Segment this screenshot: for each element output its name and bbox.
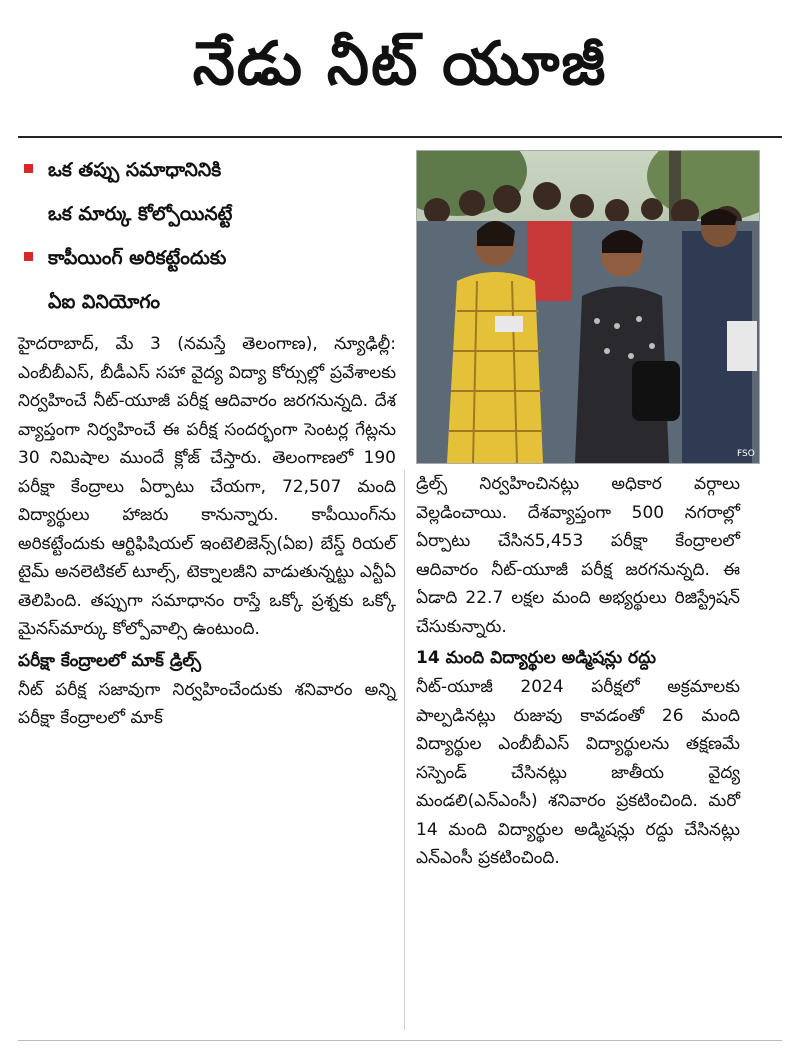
news-photo — [416, 150, 760, 464]
subheading-admissions-cancelled: 14 మంది విద్యార్థుల అడ్మిషన్లు రద్దు — [416, 648, 656, 668]
crowd-photo-illustration — [417, 151, 759, 463]
article-paragraph-3: డ్రిల్స్ నిర్వహించినట్లు అధికార వర్గాలు వెల్లడించాయి. దేశవ్యాప్తంగా 500 నగరాల్లో ఏర్పాటు చేసిన5,453 పరీక్షా కేంద్రాలలో ఆదివారం నీట్-యూజీ పరీక్ష జరగనున్నది. ఈ ఏడాది 22.7 లక్షల మంది అభ్యర్థులు రిజిస్ట్రేషన్ చేసుకున్నారు. — [416, 474, 740, 637]
highlight-1-line-1: ఒక తప్పు సమాధానినికి — [48, 159, 222, 181]
headline: నేడు నీట్ యూజీ — [192, 29, 608, 99]
article-column-right — [416, 470, 740, 873]
highlight-2-line-1: కాపీయింగ్ అరికట్టేందుకు — [48, 247, 227, 269]
bullet-square-icon — [24, 252, 33, 261]
subheading-mock-drills: పరీక్షా కేంద్రాలలో మాక్ డ్రిల్స్ — [18, 650, 202, 671]
highlight-1 — [18, 148, 408, 236]
highlight-2-line-2: ఏఐ వినియోగం — [48, 291, 161, 313]
highlight-2 — [18, 236, 408, 324]
column-divider — [404, 470, 405, 1030]
article-paragraph-1: హైదరాబాద్, మే 3 (నమస్తే తెలంగాణ), న్యూఢిల్లీ: ఎంబీబీఎస్, బీడీఎస్ సహా వైద్య విద్యా కోర్సుల్లో ప్రవేశాలకు నిర్వహించే నీట్-యూజీ పరీక్ష ఆదివారం జరగనున్నది. దేశ వ్యాప్తంగా నిర్వహించే ఈ పరీక్ష సందర్భంగా సెంటర్ల గేట్లను 30 నిమిషాల ముందే క్లోజ్ చేస్తారు. తెలంగాణలో 190 పరీక్షా కేంద్రాలు ఏర్పాటు చేయగా, 72,507 మంది విద్యార్థులు హాజరు కానున్నారు. కాపీయింగ్‌ను అరికట్టేందుకు ఆర్టిఫిషియల్ ఇంటెలిజెన్స్(ఏఐ) బేస్డ్ రియల్ టైమ్ అనలెటికల్ టూల్స్, టెక్నాలజీని వాడుతున్నట్టు ఎన్టీఏ తెలిపింది. తప్పుగా సమాధానం రాస్తే ఒక్కో ప్రశ్నకు ఒక్కో మైనస్‌మార్కు కోల్పోవాల్సి ఉంటుంది. — [18, 334, 396, 639]
highlight-1-line-2: ఒక మార్కు కోల్పోయినట్టే — [48, 203, 233, 225]
headline-rule — [18, 136, 782, 138]
article-column-left — [18, 330, 396, 733]
article-paragraph-4: నీట్-యూజీ 2024 పరీక్షలో అక్రమాలకు పాల్పడినట్లు రుజువు కావడంతో 26 మంది విద్యార్థుల ఎంబీబీఎస్ విద్యార్థులను తక్షణమే సస్పెండ్ చేసినట్లు జాతీయ వైద్య మండలి(ఎన్ఎంసీ) శనివారం ప్రకటించింది. మరో 14 మంది విద్యార్థుల అడ్మిషన్లు రద్దు చేసినట్లు ఎన్ఎంసీ ప్రకటించింది. — [416, 677, 740, 868]
photo-credit: FSO — [737, 449, 755, 459]
article-paragraph-2: నీట్ పరీక్ష సజావుగా నిర్వహించేందుకు శనివారం అన్ని పరీక్షా కేంద్రాలలో మాక్ — [18, 679, 396, 728]
highlights — [18, 148, 408, 324]
bottom-rule — [18, 1040, 782, 1041]
bullet-square-icon — [24, 164, 33, 173]
